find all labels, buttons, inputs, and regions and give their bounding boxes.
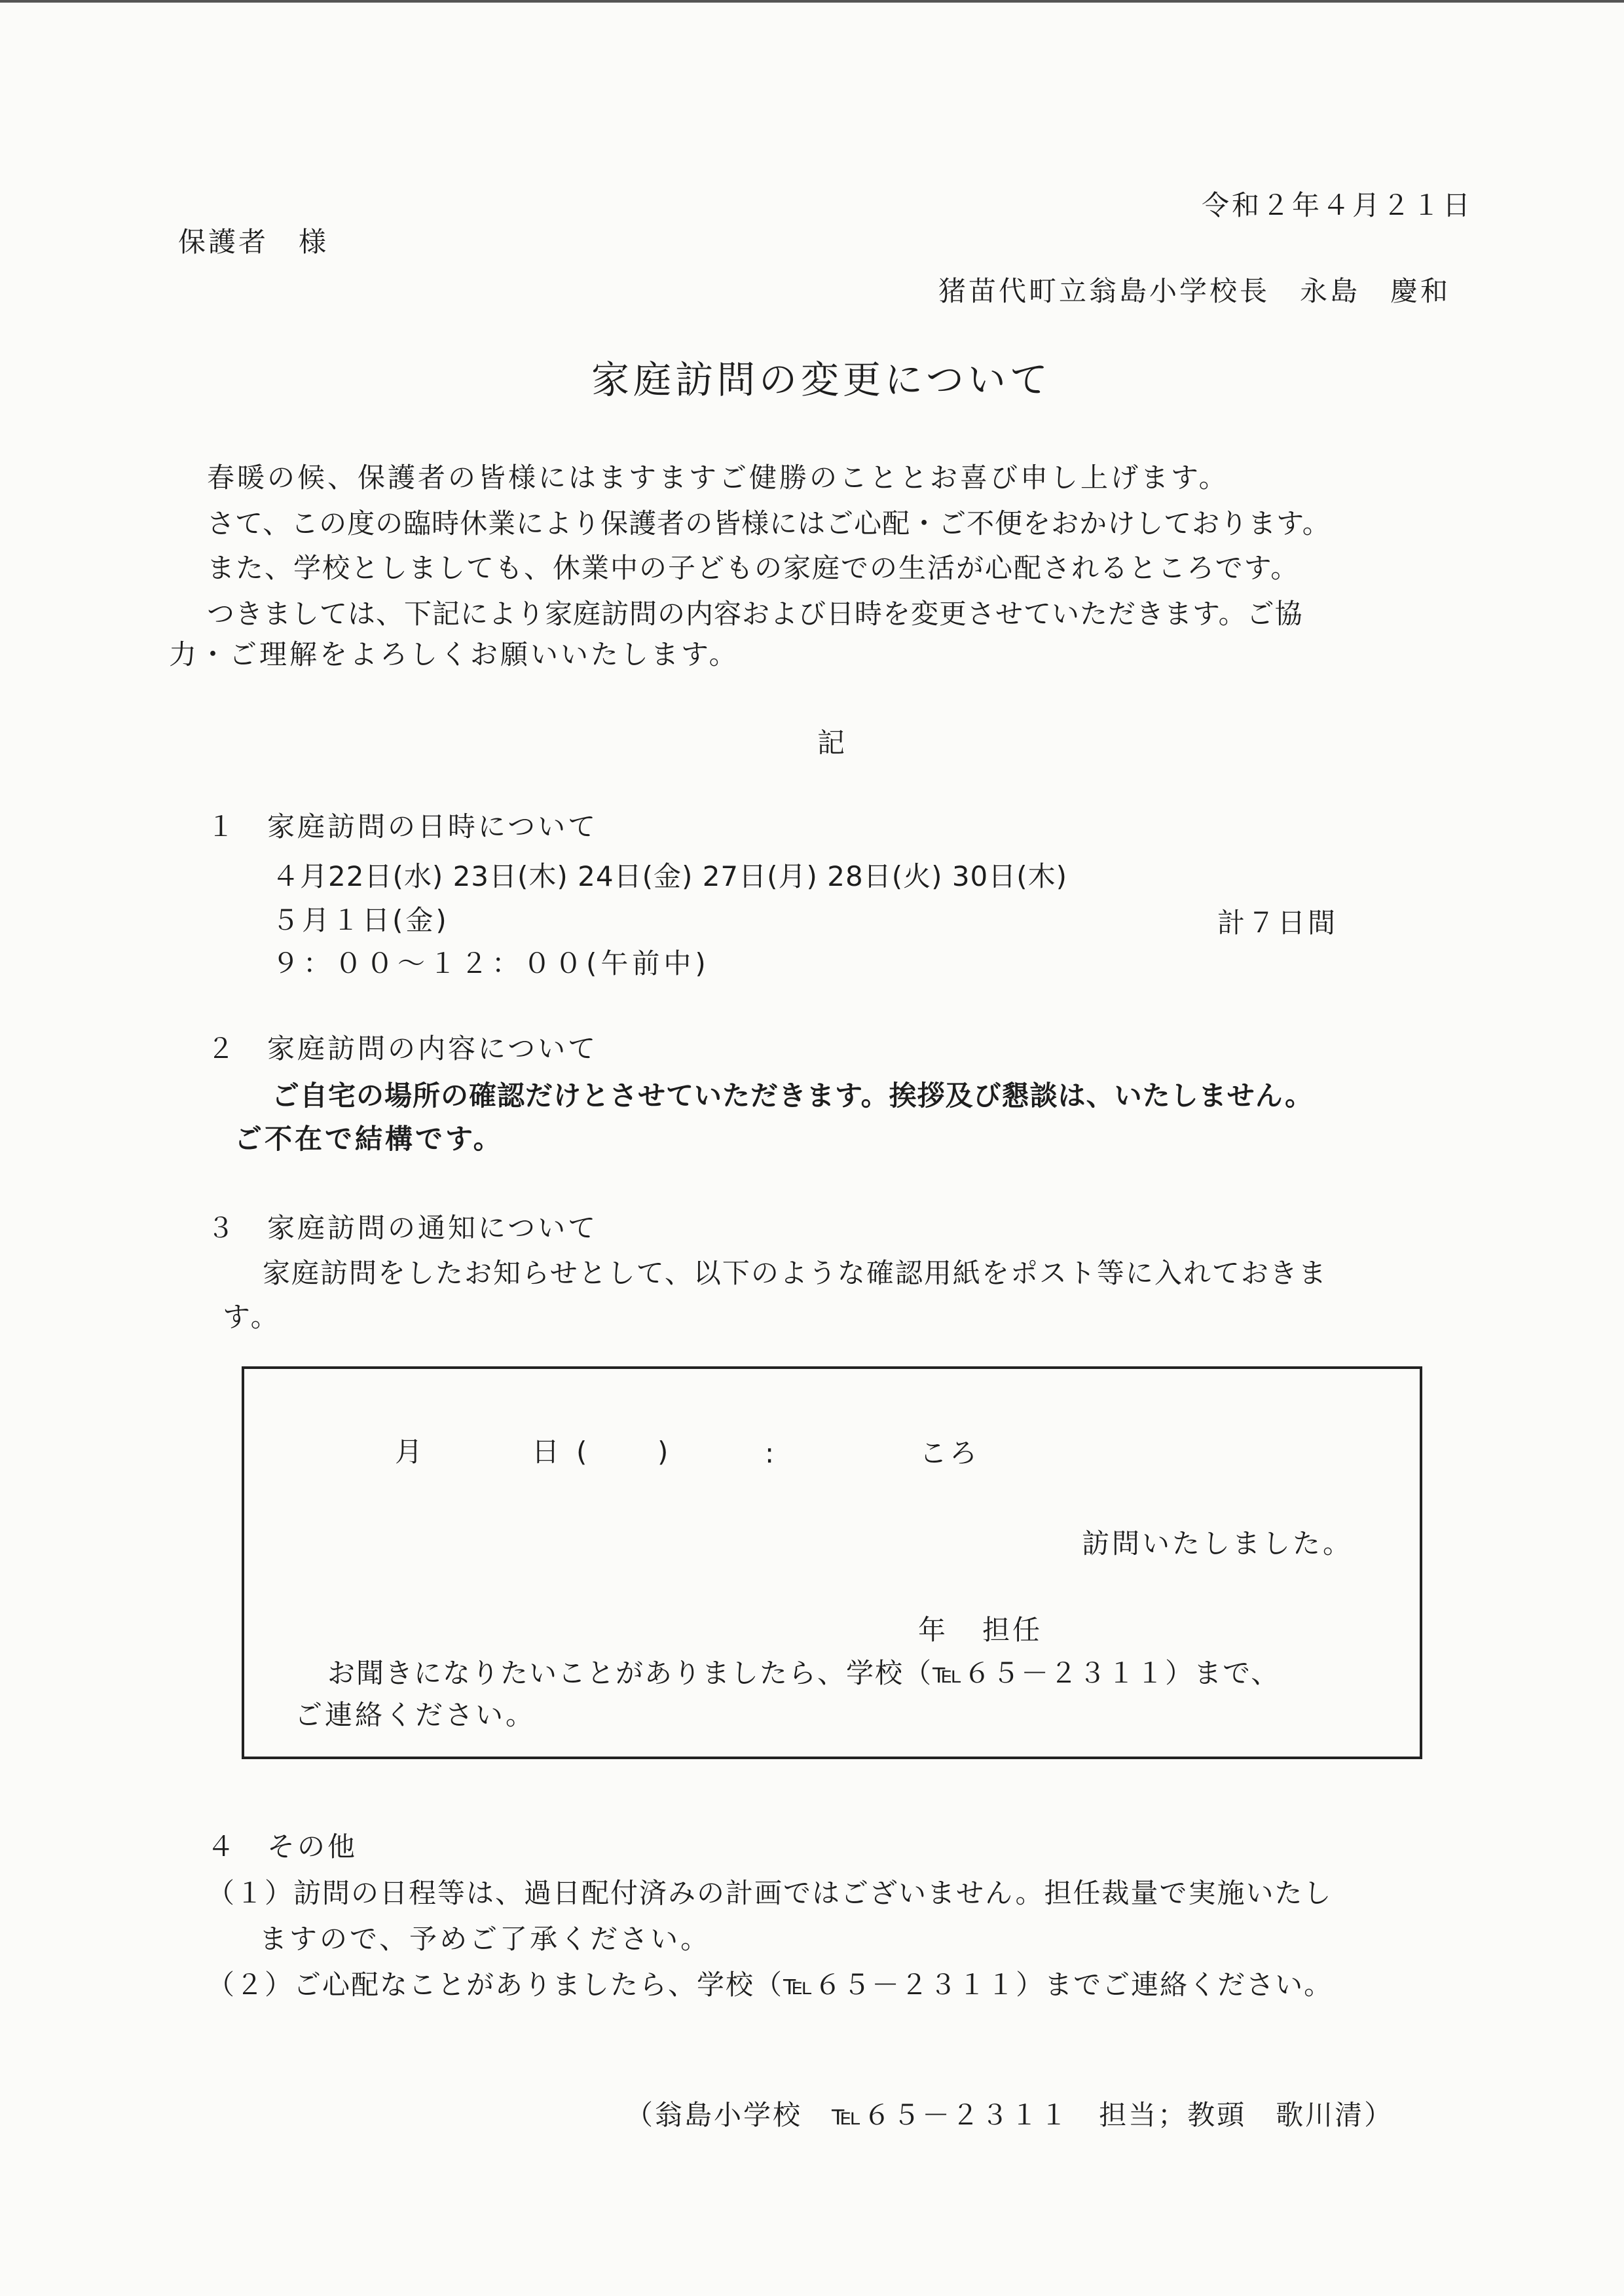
section2-line1: ご自宅の場所の確認だけとさせていただきます。挨拶及び懇談は、いたしません。 [272,1080,1314,1112]
section4-item2: （２）ご心配なことがありましたら、学校（℡６５－２３１１）までご連絡ください。 [207,1969,1333,2001]
memo-paren-open: ( [576,1436,590,1468]
memo-nen: 年 [918,1614,949,1646]
scan-edge [0,0,1624,3]
section1-total: 計７日間 [1217,907,1338,939]
memo-tannin: 担任 [982,1614,1043,1646]
section4-item1-line2: ますので、予めご了承ください。 [259,1923,711,1955]
memo-contact-line1: お聞きになりたいことがありましたら、学校（℡６５－２３１１）まで、 [327,1657,1280,1689]
document-date: 令和２年４月２１日 [1202,189,1473,221]
section2-heading: ２ 家庭訪問の内容について [207,1032,599,1065]
memo-month: 月 [395,1436,426,1468]
memo-paren-close: ) [657,1436,671,1468]
ki-label: 記 [817,727,848,759]
footer-contact: （翁島小学校 ℡６５－２３１１ 担当；教頭 歌川清） [625,2099,1394,2131]
memo-visited: 訪問いたしました。 [1082,1527,1354,1559]
recipient: 保護者 様 [178,226,329,258]
sender: 猪苗代町立翁島小学校長 永島 慶和 [938,275,1451,307]
intro-line-5: 力・ご理解をよろしくお願いいたします。 [169,638,739,670]
document-title: 家庭訪問の変更について [591,357,1052,402]
section1-dates-line1: ４月22日(水) 23日(木) 24日(金) 27日(月) 28日(火) 30日(木) [272,860,1068,892]
memo-colon: : [765,1437,777,1469]
intro-line-4: つきましては、下記により家庭訪問の内容および日時を変更させていただきます。ご協 [207,598,1303,630]
section4-heading: ４ その他 [207,1831,358,1863]
intro-line-3: また、学校としましても、休業中の子どもの家庭での生活が心配されるところです。 [207,552,1300,584]
section3-line1: 家庭訪問をしたお知らせとして、以下のような確認用紙をポスト等に入れておきま [263,1257,1327,1289]
section3-heading: ３ 家庭訪問の通知について [207,1212,599,1244]
section3-line2: す。 [223,1301,281,1333]
memo-koro: ころ [919,1437,980,1469]
memo-day: 日 [532,1436,563,1468]
section2-line2: ご不在で結構です。 [234,1123,504,1155]
section4-item1-line1: （１）訪問の日程等は、過日配付済みの計画ではございません。担任裁量で実施いたし [207,1877,1333,1909]
section1-dates-line2: ５月１日(金) [272,904,449,936]
section1-time: ９：００～１２：００(午前中) [272,947,710,979]
intro-line-2: さて、この度の臨時休業により保護者の皆様にはご心配・ご不便をおかけしております。 [207,507,1331,539]
intro-line-1: 春暖の候、保護者の皆様にはますますご健勝のこととお喜び申し上げます。 [207,462,1229,494]
memo-contact-line2: ご連絡ください。 [295,1699,536,1731]
section1-heading: １ 家庭訪問の日時について [207,811,599,843]
